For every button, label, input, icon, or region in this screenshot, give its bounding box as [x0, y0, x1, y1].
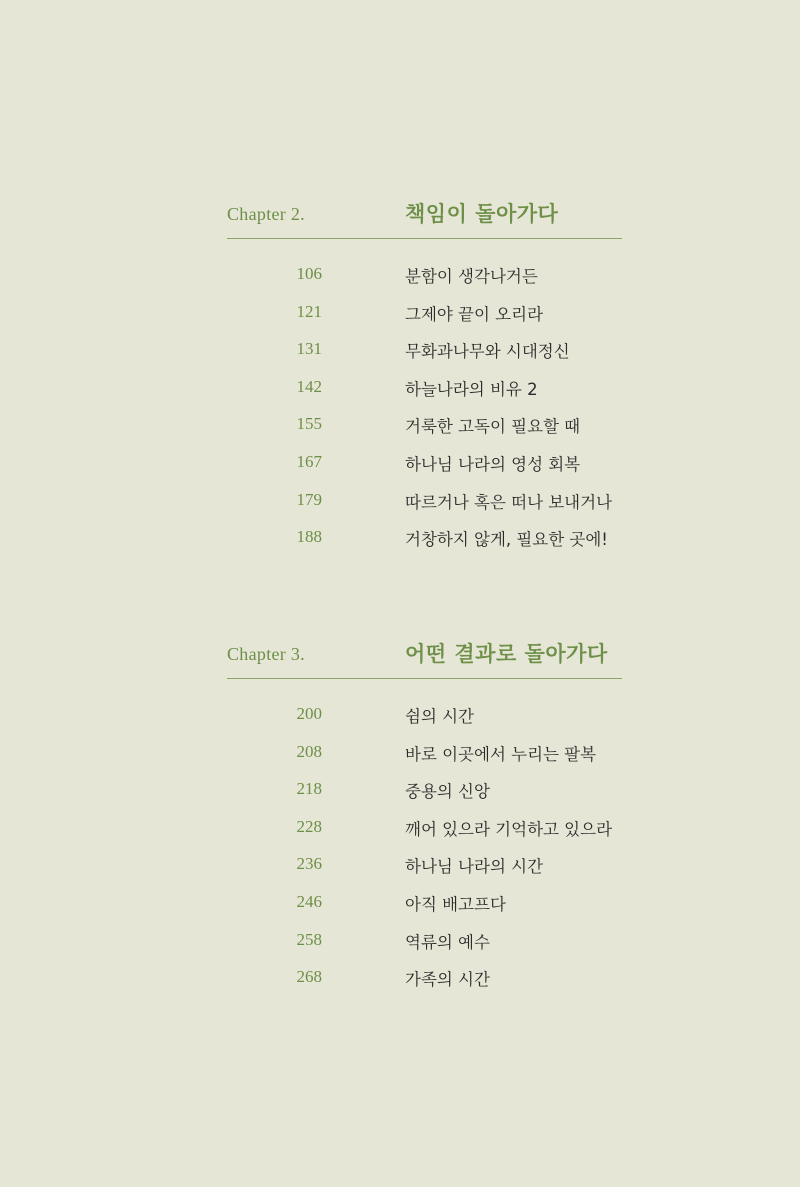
chapter-title: 책임이 돌아가다: [405, 202, 559, 226]
toc-page-number: 246: [296, 891, 322, 911]
toc-page-number: 142: [296, 376, 322, 396]
toc-entry-title: 하나님 나라의 시간: [405, 857, 544, 877]
toc-entry: [0, 961, 800, 999]
toc-entry: [0, 446, 800, 484]
toc-entry: [0, 258, 800, 296]
toc-entry: [0, 408, 800, 446]
toc-entry-title: 바로 이곳에서 누리는 팔복: [405, 744, 597, 764]
toc-entry-title: 분함이 생각나거든: [405, 267, 538, 286]
toc-list: [0, 698, 800, 999]
toc-entry-title: 가족의 시간: [405, 970, 490, 990]
chapter-header: [0, 196, 800, 240]
toc-list: [0, 258, 800, 559]
toc-entry: [0, 924, 800, 962]
toc-page-number: 121: [296, 301, 322, 321]
chapter-divider: [227, 678, 622, 679]
toc-entry-title: 무화과나무와 시대정신: [405, 342, 570, 362]
toc-page-number: 167: [296, 451, 322, 471]
toc-entry-title: 쉼의 시간: [405, 707, 475, 726]
chapter-3-section: [0, 636, 800, 990]
toc-entry-title: 그제야 끝이 오리라: [405, 304, 544, 324]
chapter-title: 어떤 결과로 돌아가다: [405, 642, 608, 666]
toc-entry-title: 하늘나라의 비유 2: [405, 379, 538, 399]
toc-page-number: 179: [296, 489, 322, 509]
toc-entry: [0, 848, 800, 886]
toc-entry-title: 거룩한 고독이 필요할 때: [405, 417, 581, 437]
toc-entry-title: 하나님 나라의 영성 회복: [405, 454, 581, 474]
toc-entry: [0, 296, 800, 334]
toc-page-number: 258: [296, 929, 322, 949]
chapter-label: Chapter 3.: [227, 644, 305, 664]
toc-page-number: 200: [296, 704, 322, 723]
toc-page-number: 208: [296, 741, 322, 761]
toc-entry: [0, 886, 800, 924]
toc-entry: [0, 773, 800, 811]
toc-entry: [0, 371, 800, 409]
toc-entry: [0, 736, 800, 774]
chapter-header: [0, 636, 800, 680]
toc-page-number: 218: [296, 779, 322, 799]
toc-page-number: 188: [296, 527, 322, 547]
toc-entry: [0, 698, 800, 736]
toc-page-number: 131: [296, 339, 322, 359]
toc-entry: [0, 521, 800, 559]
chapter-2-section: [0, 196, 800, 550]
toc-entry-title: 거창하지 않게, 필요한 곳에!: [405, 530, 608, 550]
toc-page-number: 106: [296, 264, 322, 283]
toc-entry: [0, 333, 800, 371]
toc-page-number: 268: [296, 967, 322, 987]
chapter-label: Chapter 2.: [227, 204, 305, 224]
toc-entry-title: 아직 배고프다: [405, 894, 506, 914]
toc-entry: [0, 811, 800, 849]
toc-page-number: 155: [296, 414, 322, 434]
toc-page-number: 236: [296, 854, 322, 874]
chapter-divider: [227, 238, 622, 239]
toc-entry-title: 역류의 예수: [405, 932, 490, 952]
toc-entry-title: 깨어 있으라 기억하고 있으라: [405, 819, 613, 839]
toc-page-number: 228: [296, 816, 322, 836]
toc-entry-title: 중용의 신앙: [405, 782, 490, 802]
toc-entry: [0, 484, 800, 522]
toc-entry-title: 따르거나 혹은 떠나 보내거나: [405, 492, 613, 512]
